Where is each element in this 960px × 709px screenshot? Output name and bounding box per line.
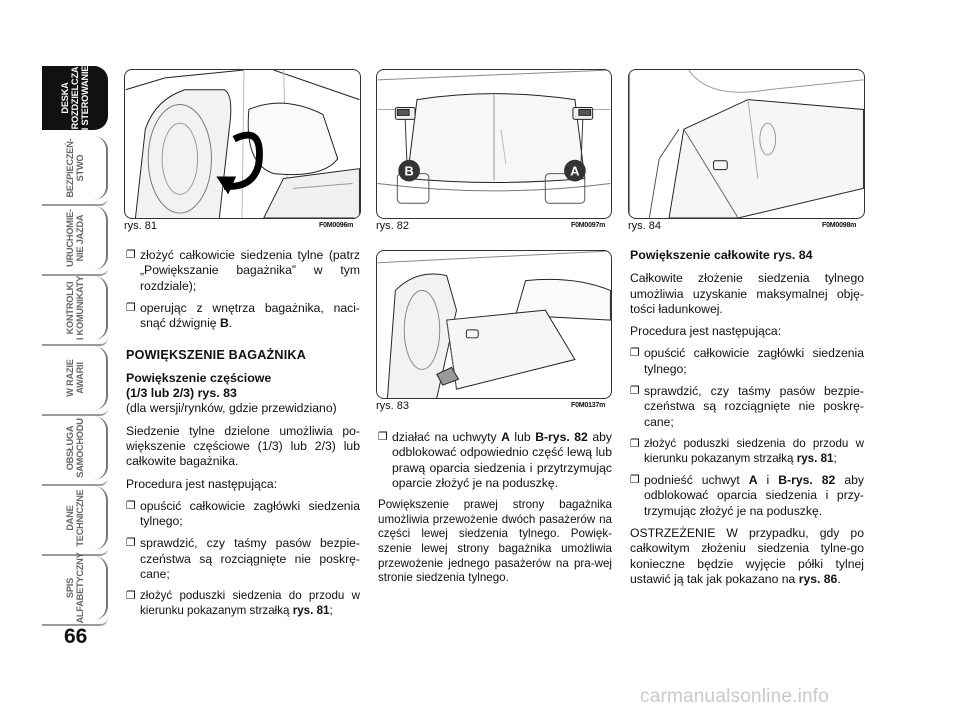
subheading-2: (1/3 lub 2/3) rys. 83 [126, 386, 237, 401]
checkbox-bullet-icon: ❐ [378, 431, 388, 443]
checkbox-bullet-icon: ❐ [630, 437, 640, 450]
list-item: ❐ złożyć poduszki siedzenia do przodu w kierunku pokazanym strzałką rys. 81; [126, 589, 360, 617]
paragraph: Procedura jest następująca: [630, 324, 782, 339]
checkbox-bullet-icon: ❐ [126, 590, 136, 603]
tab-obsluga-samochodu[interactable]: OBSŁUGA SAMOCHODU [42, 416, 108, 480]
paragraph: Procedura jest następująca: [126, 476, 278, 491]
full-fold-illustration [629, 70, 864, 218]
checkbox-bullet-icon: ❐ [126, 537, 136, 550]
caption-rys-81: rys. 81 [124, 220, 158, 232]
checkbox-bullet-icon: ❐ [126, 499, 136, 512]
code-rys-82: F0M0097m [571, 222, 606, 229]
tab-w-razie-awarii[interactable]: W RAZIE AWARII [42, 346, 108, 410]
text-column-2 [378, 430, 612, 593]
label-b: B [404, 163, 414, 179]
list-item: ❐ operując z wnętrza bagażnika, naci-snąć dźwignię B. [126, 300, 360, 331]
list-item: ❐ podnieść uchwyt A i B-rys. 82 aby odblokować oparcia siedzenia i przy-trzymując złożyć je na poduszkę. [630, 473, 864, 518]
tab-deska-rozdzielcza[interactable]: DESKA ROZDZIELCZA I STEROWANIE [42, 66, 108, 130]
checkbox-bullet-icon: ❐ [630, 474, 640, 487]
figure-rys-81 [124, 69, 361, 219]
list-item: ❐ opuścić całkowicie zagłówki siedzenia tylnego; [630, 346, 864, 376]
seat-fold-illustration [125, 70, 360, 218]
figure-rys-84 [628, 69, 865, 219]
partial-fold-illustration [377, 251, 611, 398]
label-a: A [570, 163, 580, 179]
tab-spis-alfabetyczny[interactable]: SPIS ALFABETYCZNY [42, 556, 108, 620]
text-column-1 [126, 248, 360, 626]
tab-dane-techniczne[interactable]: DANE TECHNICZNE [42, 486, 108, 550]
list-item: ❐ złożyć całkowicie siedzenia tylne (patrz „Powiększanie bagażnika” w tym rozdziale); [126, 248, 360, 293]
checkbox-bullet-icon: ❐ [630, 347, 640, 360]
section-heading: Powiększenie całkowite rys. 84 [630, 248, 813, 262]
checkbox-bullet-icon: ❐ [126, 249, 136, 261]
caption-rys-84: rys. 84 [628, 220, 662, 232]
text-column-3 [630, 248, 864, 594]
tab-kontrolki[interactable]: KONTROLKI I KOMUNIKATY [42, 276, 108, 340]
list-item: ❐ sprawdzić, czy taśmy pasów bezpie-czeństwa są rozciągnięte nie poskrę-cane; [630, 384, 864, 429]
code-rys-81: F0M0096m [319, 222, 354, 229]
list-item: ❐ złożyć poduszki siedzenia do przodu w kierunku pokazanym strzałką rys. 81; [630, 436, 864, 465]
tab-uruchomienie-jazda[interactable]: URUCHOMIE- NIE JAZDA [42, 206, 108, 270]
caption-rys-83: rys. 83 [376, 400, 410, 412]
seat-handles-illustration [377, 70, 611, 218]
code-rys-84: F0M0098m [822, 222, 857, 229]
figure-rys-82 [376, 69, 612, 219]
list-item: ❐ sprawdzić, czy taśmy pasów bezpie-czeństwa są rozciągnięte nie poskrę-cane; [126, 536, 360, 582]
section-heading: POWIĘKSZENIE BAGAŻNIKA [126, 348, 307, 363]
list-item: ❐ działać na uchwyty A lub B-rys. 82 aby odblokować odpowiednio część lewą lub prawą oparcia siedzenia i przytrzymując oparcie złożyć je na poduszkę. [378, 430, 612, 490]
checkbox-bullet-icon: ❐ [126, 301, 136, 314]
caption-rys-82: rys. 82 [376, 220, 410, 232]
figure-rys-83 [376, 250, 612, 399]
warning-paragraph: OSTRZEŻENIE W przypadku, gdy po całkowitym złożeniu siedzenia tylne-go konieczne będzie wyjęcie półki tylnej ustawić ją tak jak pokazano na rys. 86. [630, 526, 864, 586]
tab-bezpieczenstwo[interactable]: BEZPIECZEŃ- STWO [42, 136, 108, 200]
code-rys-83: F0M0137m [571, 402, 606, 409]
list-item: ❐ opuścić całkowicie zagłówki siedzenia tylnego; [126, 498, 360, 529]
checkbox-bullet-icon: ❐ [630, 385, 640, 398]
paragraph: Siedzenie tylne dzielone umożliwia po-większenie częściowe (1/3) lub 2/3) lub całkowite bagażnika. [126, 423, 360, 469]
watermark: carmanualsonline.info [640, 686, 830, 707]
subheading-note: (dla wersji/rynków, gdzie przewidziano) [126, 401, 337, 416]
paragraph: Powiększenie prawej strony bagażnika umożliwia przewożenie dwóch pasażerów na części lewej siedzenia tylnego. Powięk-szenie lewej strony bagażnika umożliwia przewożenie jednego pasażerów na pra-wej stronie siedzenia tylnego. [378, 498, 612, 585]
page-number: 66 [64, 625, 88, 648]
paragraph: Całkowite złożenie siedzenia tylnego umożliwia uzyskanie maksymalnej obję-tości ładunkowej. [630, 271, 864, 316]
subheading-1: Powiększenie częściowe [126, 370, 272, 385]
